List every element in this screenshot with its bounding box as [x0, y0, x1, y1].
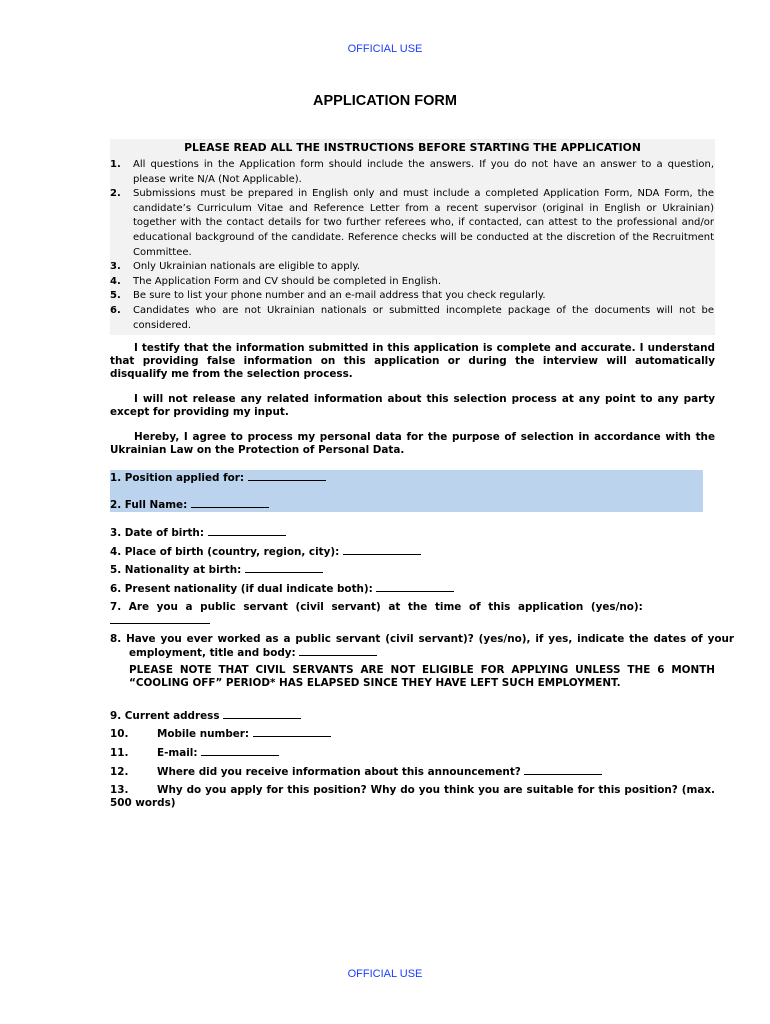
question-nationality-birth: 5. Nationality at birth:: [110, 563, 715, 577]
answer-line[interactable]: [343, 545, 421, 555]
question-full-name: 2. Full Name:: [110, 498, 715, 512]
footer-classification: OFFICIAL USE: [347, 968, 423, 980]
release-paragraph: I will not release any related information about this selection process at any point to any party except for providing my input.: [110, 393, 715, 418]
question-motivation: 13. Why do you apply for this position? Why do you think you are suitable for this position? (max. 500 words): [110, 784, 715, 809]
instructions-heading: PLEASE READ ALL THE INSTRUCTIONS BEFORE STARTING THE APPLICATION: [184, 141, 641, 154]
question-email: 11. E-mail:: [110, 746, 715, 760]
question-mobile-number: 10. Mobile number:: [110, 727, 715, 741]
answer-line[interactable]: [110, 614, 210, 624]
question-present-nationality: 6. Present nationality (if dual indicate both):: [110, 582, 715, 596]
instruction-item: 6. Candidates who are not Ukrainian nationals or submitted incomplete package of the documents will not be considered.: [110, 304, 714, 331]
question-worked-public-servant: 8. Have you ever worked as a public servant (civil servant)? (yes/no), if yes, indicate the dates of your employment, title and body:: [110, 633, 734, 659]
answer-line[interactable]: [191, 498, 269, 508]
consent-paragraph: Hereby, I agree to process my personal data for the purpose of selection in accordance with the Ukrainian Law on the Protection of Personal Data.: [110, 431, 715, 456]
page-title: APPLICATION FORM: [313, 93, 457, 109]
instruction-item: 5. Be sure to list your phone number and an e-mail address that you check regularly.: [110, 290, 546, 302]
answer-line[interactable]: [201, 746, 279, 756]
question-announcement-source: 12. Where did you receive information about this announcement?: [110, 765, 715, 779]
question-position: 1. Position applied for:: [110, 471, 715, 485]
answer-line[interactable]: [376, 582, 454, 592]
answer-line[interactable]: [253, 727, 331, 737]
instruction-item: 4. The Application Form and CV should be completed in English.: [110, 275, 441, 287]
answer-line[interactable]: [223, 709, 301, 719]
answer-line[interactable]: [248, 471, 326, 481]
answer-line[interactable]: [299, 646, 377, 656]
question-place-of-birth: 4. Place of birth (country, region, city):: [110, 545, 715, 559]
answer-line[interactable]: [208, 526, 286, 536]
answer-line[interactable]: [245, 563, 323, 573]
testify-paragraph: I testify that the information submitted in this application is complete and accurate. I understand that providing false information on this application or during the interview will automatically disqualify me from the selection process.: [110, 342, 715, 380]
civil-servant-note: PLEASE NOTE THAT CIVIL SERVANTS ARE NOT ELIGIBLE FOR APPLYING UNLESS THE 6 MONTH “COOLING OFF” PERIOD* HAS ELAPSED SINCE THEY HAVE LEFT SUCH EMPLOYMENT.: [129, 664, 715, 689]
instructions-box: [110, 139, 715, 335]
instruction-item: 2. Submissions must be prepared in English only and must include a completed Application Form, NDA Form, the candidate’s Curriculum Vitae and Reference Letter from a recent supervisor (original in English or Ukrainian) together with the contact details for two further referees who, if contacted, can attest to the professional and/or educational background of the candidate. Reference checks will be conducted at the discretion of the Recruitment Committee.: [110, 188, 714, 258]
answer-line[interactable]: [524, 765, 602, 775]
header-classification: OFFICIAL USE: [347, 43, 423, 55]
question-date-of-birth: 3. Date of birth:: [110, 526, 715, 540]
instruction-item: 1. All questions in the Application form should include the answers. If you do not have an answer to a question, please write N/A (Not Applicable).: [110, 159, 714, 185]
question-public-servant: 7. Are you a public servant (civil servant) at the time of this application (yes/no):: [110, 601, 715, 628]
instructions-list: [110, 158, 715, 333]
question-current-address: 9. Current address: [110, 709, 715, 723]
instruction-item: 3. Only Ukrainian nationals are eligible to apply.: [110, 261, 361, 273]
